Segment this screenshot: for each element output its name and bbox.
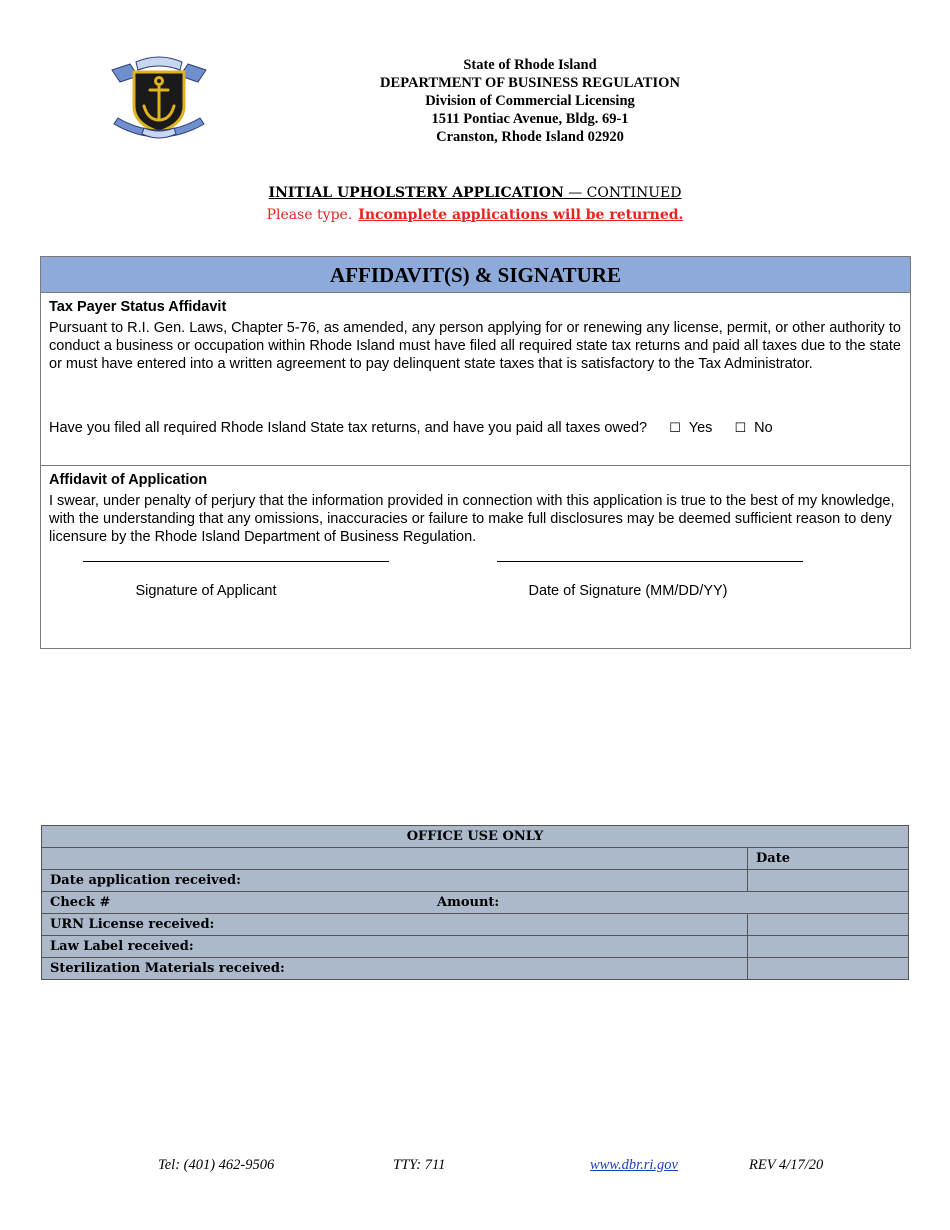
- office-row-law-label: [42, 936, 909, 958]
- office-row-urn: [42, 914, 909, 936]
- office-value-urn[interactable]: [748, 914, 909, 936]
- office-value-date-received[interactable]: [748, 870, 909, 892]
- tax-option-yes-label: Yes: [688, 420, 713, 436]
- office-row-date-received: [42, 870, 909, 892]
- office-row-check: [42, 892, 909, 914]
- agency-line-division: Division of Commercial Licensing: [425, 93, 635, 109]
- office-use-heading: OFFICE USE ONLY: [42, 826, 909, 848]
- form-title-main: INITIAL UPHOLSTERY APPLICATION: [268, 185, 564, 201]
- affidavit-section: [40, 256, 911, 649]
- application-affidavit-title: Affidavit of Application: [49, 472, 208, 488]
- footer-tty: TTY: 711: [393, 1157, 446, 1173]
- footer-revision: REV 4/17/20: [749, 1157, 824, 1173]
- tax-payer-affidavit: [41, 293, 910, 466]
- office-check-cell[interactable]: [42, 892, 909, 914]
- form-title-suffix: — CONTINUED: [563, 185, 682, 201]
- tax-option-yes[interactable]: [669, 420, 712, 436]
- form-instruction: [0, 205, 950, 225]
- office-label-law-label: Law Label received:: [42, 936, 748, 958]
- tax-option-no-label: No: [754, 420, 773, 436]
- tax-option-no[interactable]: [734, 420, 772, 436]
- office-label-urn: URN License received:: [42, 914, 748, 936]
- agency-line-city: Cranston, Rhode Island 02920: [436, 129, 624, 145]
- signature-label: Signature of Applicant: [135, 583, 277, 599]
- agency-line-state: State of Rhode Island: [463, 57, 597, 73]
- tax-affidavit-title: Tax Payer Status Affidavit: [49, 299, 227, 315]
- application-affidavit-body: I swear, under penalty of perjury that the information provided in connection with this application is true to the best of my knowledge, with the understanding that any omissions, inaccuracies or failure to make full disclosures may be deemed sufficient reason to deny licensure by the Rhode Island Department of Business Regulation.: [49, 493, 895, 545]
- signature-date-label: Date of Signature (MM/DD/YY): [528, 583, 728, 599]
- footer-tel: Tel: (401) 462-9506: [158, 1157, 275, 1173]
- office-blank-cell: [42, 848, 748, 870]
- form-title: [0, 183, 950, 203]
- office-use-heading-row: [42, 826, 909, 848]
- checkbox-no-icon[interactable]: ☐: [734, 421, 747, 436]
- office-label-check: Check #: [50, 895, 111, 910]
- website-link[interactable]: www.dbr.ri.gov: [590, 1157, 678, 1173]
- office-value-sterilization[interactable]: [748, 958, 909, 980]
- office-label-date-received: Date application received:: [42, 870, 748, 892]
- office-value-law-label[interactable]: [748, 936, 909, 958]
- agency-line-street: 1511 Pontiac Avenue, Bldg. 69-1: [431, 111, 629, 127]
- rhode-island-seal-icon: [108, 54, 210, 146]
- office-row-sterilization: [42, 958, 909, 980]
- tax-question: [49, 419, 773, 438]
- application-affidavit: [41, 466, 910, 648]
- signature-line[interactable]: [83, 561, 389, 562]
- checkbox-yes-icon[interactable]: ☐: [669, 421, 681, 436]
- office-date-header-row: [42, 848, 909, 870]
- state-seal-logo: [108, 54, 210, 146]
- tax-affidavit-body: Pursuant to R.I. Gen. Laws, Chapter 5-76, as amended, any person applying for or renewing any license, permit, or other authority to conduct a business or occupation within Rhode Island must have filed all required state tax returns and paid all taxes due to the state or must have entered into a written agreement to pay delinquent state taxes that is satisfactory to the Tax Administrator.: [49, 320, 901, 372]
- tax-question-text: Have you filed all required Rhode Island State tax returns, and have you paid all taxes owed?: [49, 420, 648, 436]
- agency-line-department: DEPARTMENT OF BUSINESS REGULATION: [380, 75, 680, 91]
- office-date-header: Date: [748, 848, 909, 870]
- office-label-amount: Amount:: [437, 895, 500, 910]
- footer-website: [590, 1156, 678, 1174]
- form-note-warning: Incomplete applications will be returned.: [358, 207, 684, 223]
- signature-date-line[interactable]: [497, 561, 803, 562]
- office-label-sterilization: Sterilization Materials received:: [42, 958, 748, 980]
- form-note-plain: Please type.: [266, 207, 353, 223]
- affidavit-heading: AFFIDAVIT(S) & SIGNATURE: [41, 257, 910, 293]
- agency-address-block: [330, 56, 730, 146]
- office-use-table: [41, 825, 909, 980]
